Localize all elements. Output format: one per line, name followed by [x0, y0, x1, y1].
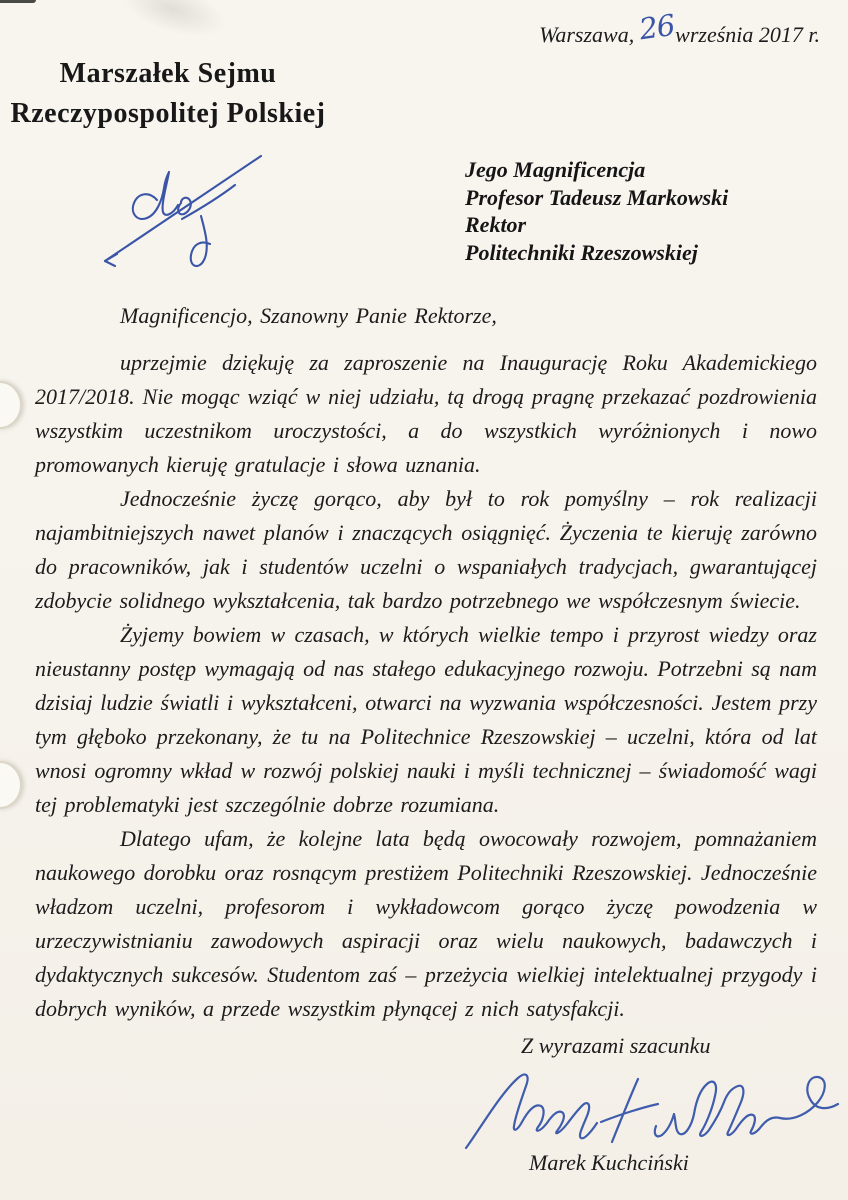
recipient-line: Jego Magnificencja: [465, 157, 646, 182]
signer-name: Marek Kuchciński: [529, 1150, 689, 1175]
recipient-line: Rektor: [465, 212, 527, 237]
dateline-city: Warszawa,: [539, 22, 635, 47]
recipient-block: [465, 156, 728, 266]
dateline: [539, 7, 820, 48]
letter-body: [35, 299, 817, 1026]
salutation: Magnificencjo, Szanowny Panie Rektorze,: [120, 303, 497, 328]
letterhead-sender: [0, 54, 336, 134]
body-paragraph: Jednocześnie życzę gorąco, aby był to rok pomyślny – rok realizacji najambitniejszych nawet planów i znaczących osiągnięć. Życzenia te kieruję zarówno do pracowników, jak i studentów uczelni o wspaniałych tradycjach, gwarantującej zdobycie solidnego wykształcenia, tak bardzo potrzebnego we współczesnym świecie.: [35, 486, 817, 613]
hole-punch-mark: [0, 381, 22, 429]
hole-punch-mark: [0, 761, 22, 809]
recipient-line: Profesor Tadeusz Markowski: [465, 184, 729, 210]
sender-institution: Rzeczypospolitej Polskiej: [10, 98, 326, 129]
sender-title: Marszałek Sejmu: [59, 58, 277, 89]
recipient-line: Politechniki Rzeszowskiej: [465, 239, 698, 265]
body-paragraph: uprzejmie dziękuję za zaproszenie na Inaugurację Roku Akademickiego 2017/2018. Nie mogąc wziąć w niej udziału, tą drogą pragnę przekazać pozdrowienia wszystkim uczestnikom uroczystości, a do wszystkich wyróżnionych i nowo promowanych kieruję gratulacje i słowa uznania.: [35, 350, 817, 477]
scan-smudge: [114, 0, 233, 48]
dateline-date: września 2017 r.: [675, 22, 820, 47]
handwritten-note-icon: [85, 148, 310, 283]
valediction: Z wyrazami szacunku: [521, 1033, 711, 1058]
signature-icon: [460, 1066, 845, 1156]
handwritten-day: 26: [637, 7, 677, 47]
body-paragraph: Dlatego ufam, że kolejne lata będą owocowały rozwojem, pomnażaniem naukowego dorobku oraz rosnącym prestiżem Politechniki Rzeszowskiej. Jednocześnie władzom uczelni, profesorom i wykładowcom gorąco życzę powodzenia w urzeczywistnianiu zawodowych aspiracji oraz wielu naukowych, badawczych i dydaktycznych sukcesów. Studentom zaś – przeżycia wielkiej intelektualnej przygody i dobrych wyników, a przede wszystkim płynącej z nich satysfakcji.: [35, 826, 817, 1021]
scan-artifact-top-edge: [0, 0, 36, 3]
body-paragraph: Żyjemy bowiem w czasach, w których wielkie tempo i przyrost wiedzy oraz nieustanny postęp wymagają od nas stałego edukacyjnego rozwoju. Potrzebni są nam dzisiaj ludzie światli i wykształceni, otwarci na wyzwania współczesności. Jestem przy tym głęboko przekonany, że tu na Politechnice Rzeszowskiej – uczelni, która od lat wnosi ogromny wkład w rozwój polskiej nauki i myśli technicznej – świadomość wagi tej problematyki jest szczególnie dobrze rozumiana.: [35, 622, 817, 817]
